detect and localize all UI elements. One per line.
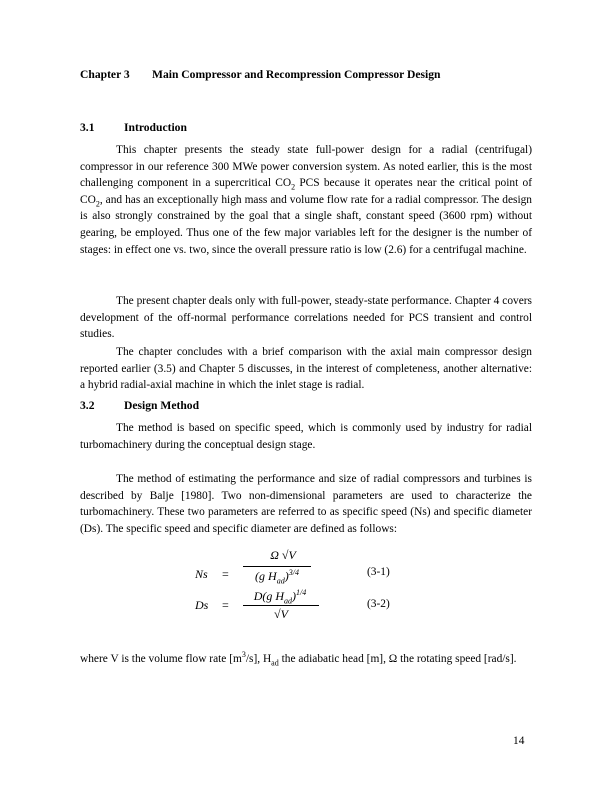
paragraph-definitions [80,651,532,668]
section-title: Design Method [124,399,200,412]
chapter-heading [80,68,440,81]
eq-numerator: Ω √V [270,548,296,562]
paragraph-balje: The method of estimating the performance and size of radial compressors and turbines is described by Balje [1980]. Two non-dimensional parameters are used to characterize the turbomachinery. These two parameters are referred to as specific speed (Ns) and specific diameter (Ds). The specific speed and specific diameter are defined as follows: [80,473,532,535]
chapter-number: Chapter 3 [80,68,130,81]
section-number: 3.1 [80,121,95,134]
fraction-bar [243,605,319,606]
text: D(g H [253,589,285,603]
text: ) [284,569,289,583]
fraction-bar [243,566,311,567]
eq-denominator [232,569,322,584]
text: where V is the volume flow rate [m [80,653,242,665]
eq-numerator [235,589,325,604]
eq-denominator: √V [274,607,288,621]
text: , and has an exceptionally high mass and volume flow rate for a radial compressor. The design is also strongly constrained by the goal that a single shaft, constant speed (3600 rpm) without gearing, be employed. Thus one of the few major variables left for the designer is the number of stages: in effect one vs. two, since the overall pressure ratio is low (2.6) for a centrifugal machine. [80,193,532,256]
eq-lhs: Ds [195,598,209,612]
text: ) [292,589,297,603]
eq-lhs: Ns [195,567,208,581]
text: PCS because it operates near the critical point of CO [80,177,532,206]
paragraph-intro [80,142,532,258]
superscript: 1/4 [296,588,307,597]
superscript: 3 [241,650,246,660]
eq-label: (3-1) [367,566,390,578]
text: (g H [255,569,277,583]
paragraph-method: The method is based on specific speed, which is commonly used by industry for radial turbomachinery during the conceptual design stage. [80,422,532,451]
text: This chapter presents the steady state full-power design for a radial (centrifugal) compressor in our reference 300 MWe power conversion system. As noted earlier, this is the most challenging component in a supercritical CO [80,144,532,190]
subscript: ad [276,576,285,586]
superscript: 3/4 [288,568,299,577]
section-number: 3.2 [80,399,95,412]
subscript: ad [271,658,279,668]
subscript: ad [284,596,293,606]
eq-label: (3-2) [367,598,390,610]
paragraph-conclusion: The chapter concludes with a brief comparison with the axial main compressor design reported earlier (3.5) and Chapter 5 discusses, in the interest of completeness, another alternative: a hybrid radial-axial machine in which the inlet stage is radial. [80,346,532,392]
subscript: 2 [95,199,100,209]
subscript: 2 [291,182,296,192]
page-number: 14 [513,735,525,747]
eq-sign: = [222,567,229,581]
paragraph-scope: The present chapter deals only with full-power, steady-state performance. Chapter 4 covers development of the off-normal performance correlations needed for PCS transient and control studies. [80,295,532,341]
section-heading [80,121,187,134]
section-title: Introduction [124,121,187,134]
text: /s], H [245,653,272,665]
text: the adiabatic head [m], Ω the rotating speed [rad/s]. [278,653,517,665]
section-heading [80,399,199,412]
chapter-title: Main Compressor and Recompression Compressor Design [152,68,441,81]
eq-sign: = [222,598,229,612]
